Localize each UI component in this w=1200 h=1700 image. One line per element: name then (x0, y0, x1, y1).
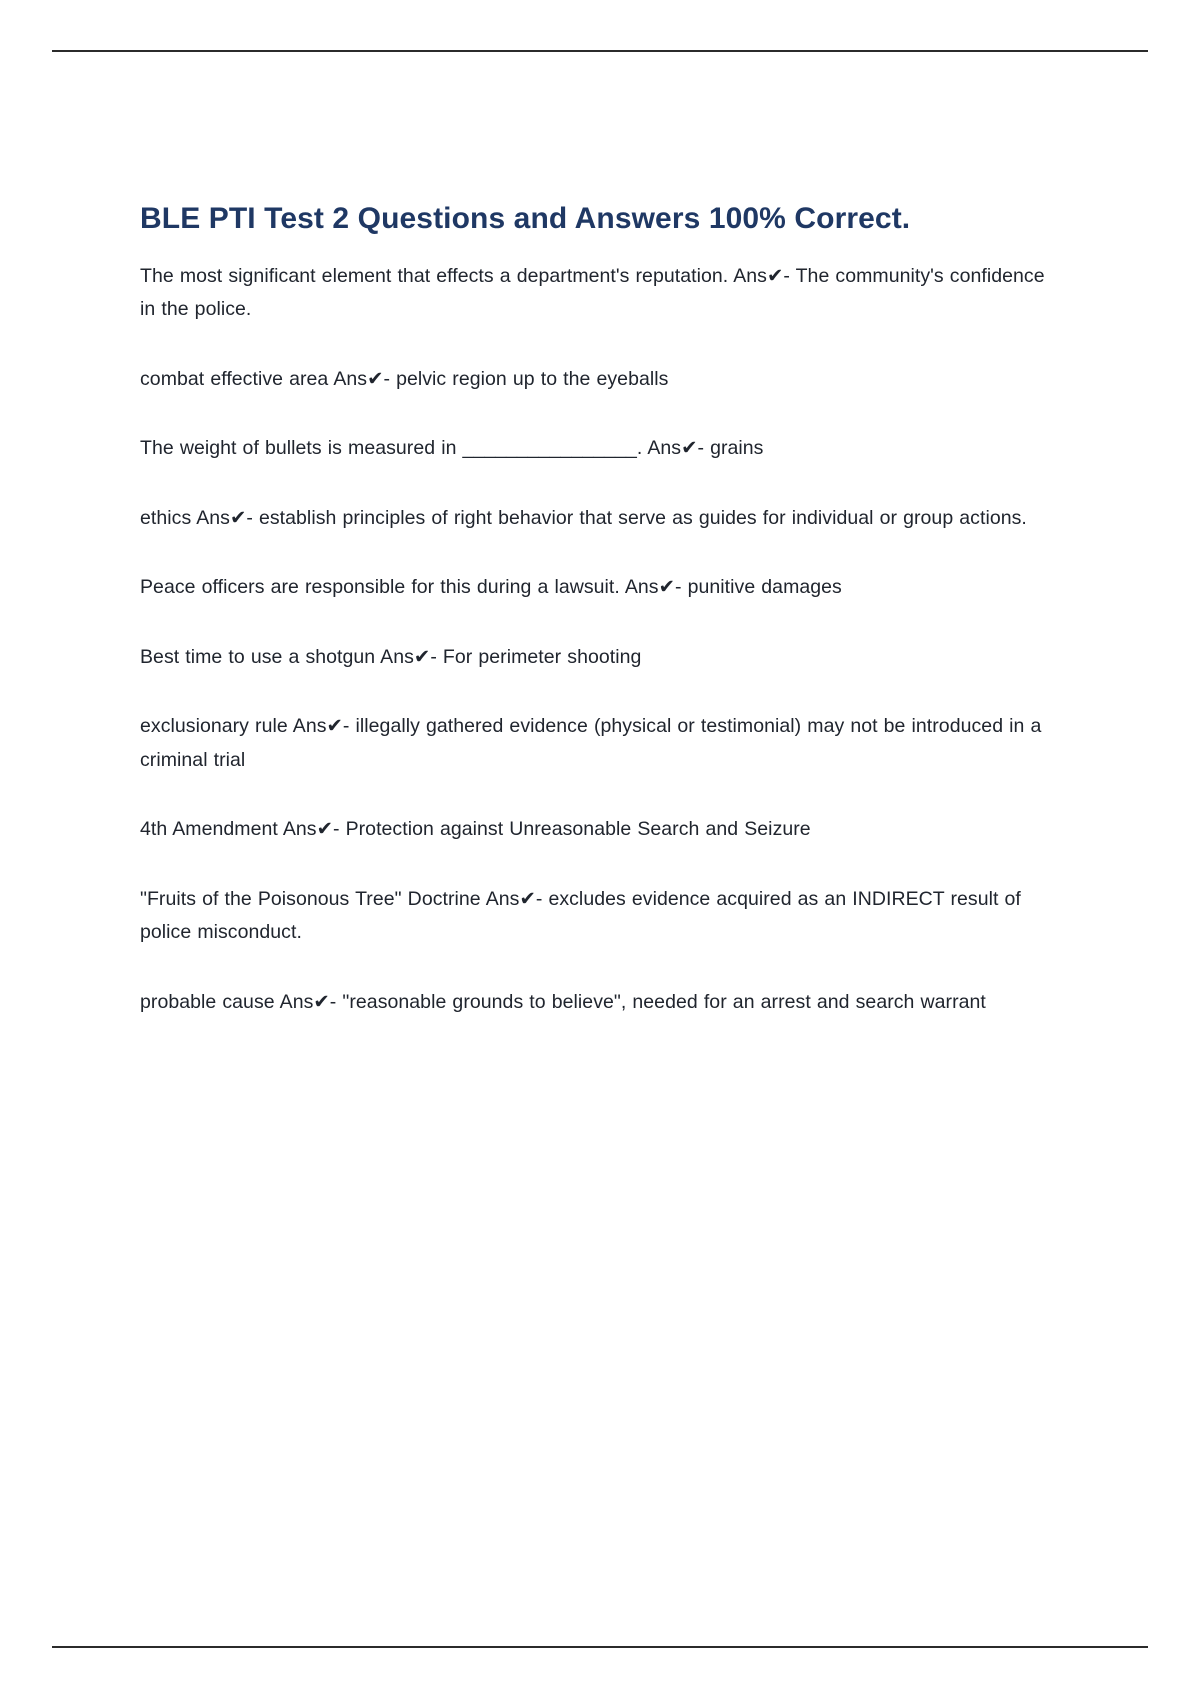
qa-entry-ethics: ethics Ans✔- establish principles of right behavior that serve as guides for individual or group actions. (140, 506, 1027, 529)
qa-entry-shotgun: Best time to use a shotgun Ans✔- For perimeter shooting (140, 645, 642, 668)
document-body (140, 200, 1060, 1019)
footer-rule (52, 1646, 1148, 1648)
qa-entry-4th-amendment: 4th Amendment Ans✔- Protection against Unreasonable Search and Seizure (140, 818, 811, 841)
qa-entry-combat-effective-area: combat effective area Ans✔- pelvic region up to the eyeballs (140, 367, 669, 390)
qa-entry-bullet-weight: The weight of bullets is measured in ________________. Ans✔- grains (140, 437, 764, 460)
header-rule (52, 50, 1148, 52)
qa-entry-exclusionary-rule: exclusionary rule Ans✔- illegally gathered evidence (physical or testimonial) may not be introduced in a criminal trial (140, 715, 1042, 771)
qa-entry-lawsuit-damages: Peace officers are responsible for this during a lawsuit. Ans✔- punitive damages (140, 576, 842, 599)
qa-entry-fruits-poisonous-tree: "Fruits of the Poisonous Tree" Doctrine Ans✔- excludes evidence acquired as an INDIRECT result of police misconduct. (140, 887, 1021, 944)
qa-entry-reputation: The most significant element that effects a department's reputation. Ans✔- The community's confidence in the police. (140, 264, 1045, 321)
qa-entry-probable-cause: probable cause Ans✔- "reasonable grounds to believe", needed for an arrest and search warrant (140, 990, 986, 1013)
page-title: BLE PTI Test 2 Questions and Answers 100% Correct. (140, 202, 911, 235)
